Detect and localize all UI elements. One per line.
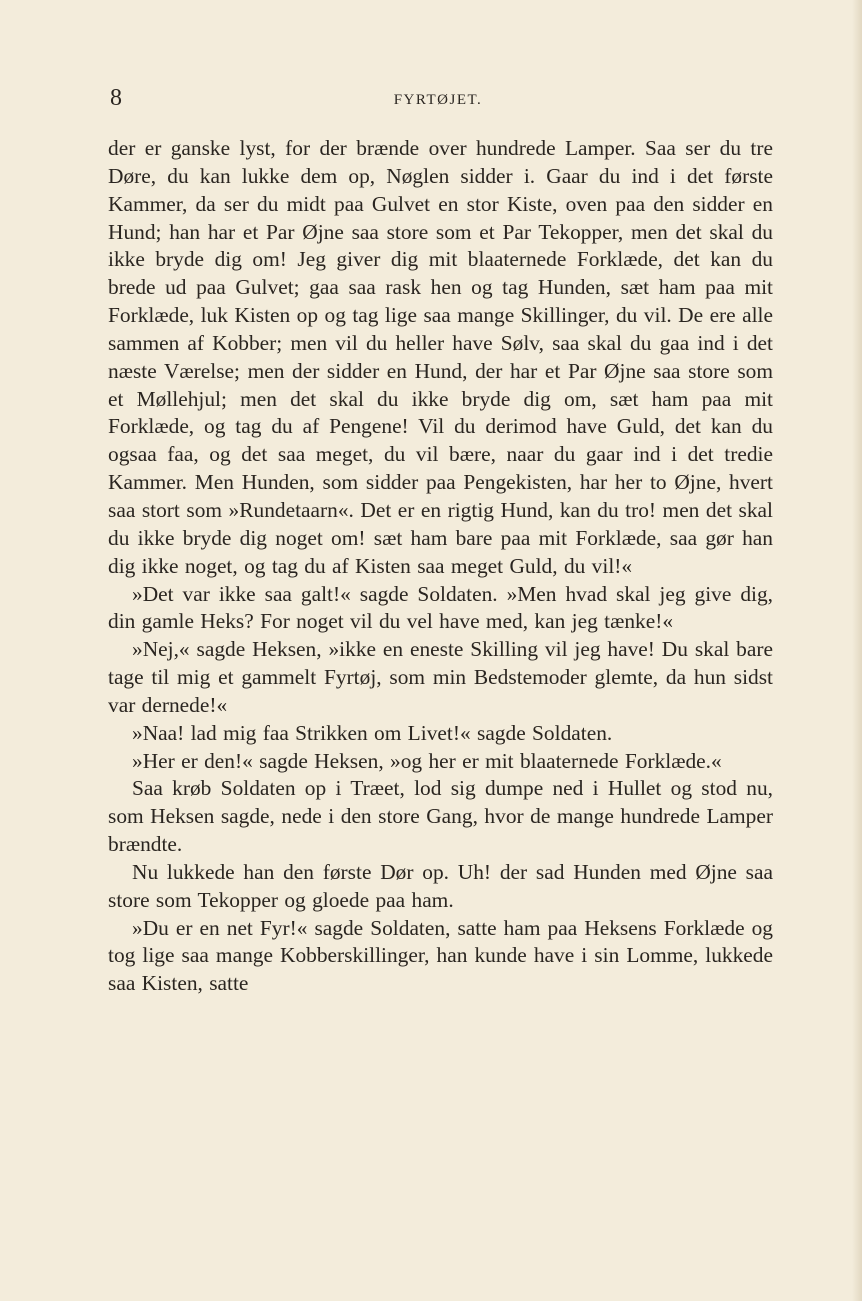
paragraph: Saa krøb Soldaten op i Træet, lod sig dumpe ned i Hullet og stod nu, som Heksen sagde, nede i den store Gang, hvor de mange hundrede Lamper brændte.: [108, 776, 773, 857]
body-text: [108, 135, 773, 998]
paragraph: »Du er en net Fyr!« sagde Soldaten, satte ham paa Heksens Forklæde og tog lige saa mange Kobberskillinger, han kunde have i sin Lomme, lukkede saa Kisten, satte: [108, 915, 773, 996]
paragraph: »Det var ikke saa galt!« sagde Soldaten. »Men hvad skal jeg give dig, din gamle Heks? For noget vil du vel have med, kan jeg tænke!«: [108, 581, 773, 634]
paragraph: der er ganske lyst, for der brænde over hundrede Lamper. Saa ser du tre Døre, du kan lukke dem op, Nøglen sidder i. Gaar du ind i det første Kammer, da ser du midt paa Gulvet en stor Kiste, oven paa den sidder en Hund; han har et Par Øjne saa store som et Par Tekopper, men det skal du ikke bryde dig om! Jeg giver dig mit blaaternede Forklæde, det kan du brede ud paa Gulvet; gaa saa rask hen og tag Hunden, sæt ham paa mit Forklæde, luk Kisten op og tag lige saa mange Skillinger, du vil. De ere alle sammen af Kobber; men vil du heller have Sølv, saa skal du gaa ind i det næste Værelse; men der sidder en Hund, der har et Par Øjne saa store som et Møllehjul; men det skal du ikke bryde dig om, sæt ham paa mit Forklæde, og tag du af Pengene! Vil du derimod have Guld, det kan du ogsaa faa, og det saa meget, du vil bære, naar du gaar ind i det tredie Kammer. Men Hunden, som sidder paa Pengekisten, har her to Øjne, hvert saa stort som »Rundetaarn«. Det er en rigtig Hund, kan du tro! men det skal du ikke bryde dig noget om! sæt ham bare paa mit Forklæde, saa gør han dig ikke noget, og tag du af Kisten saa meget Guld, du vil!«: [108, 136, 773, 578]
page-header: [108, 86, 768, 116]
paragraph: »Her er den!« sagde Heksen, »og her er mit blaaternede Forklæde.«: [132, 748, 722, 773]
paragraph: »Nej,« sagde Heksen, »ikke en eneste Skilling vil jeg have! Du skal bare tage til mig et gammelt Fyrtøj, som min Bedstemoder glemte, da hun sidst var dernede!«: [108, 637, 773, 717]
paragraph: »Naa! lad mig faa Strikken om Livet!« sagde Soldaten.: [132, 720, 613, 745]
page-edge-shadow: [852, 0, 862, 1301]
paragraph: Nu lukkede han den første Dør op. Uh! der sad Hunden med Øjne saa store som Tekopper og gloede paa ham.: [108, 859, 773, 912]
page-number: 8: [110, 85, 122, 111]
running-title: FYRTØJET.: [393, 92, 483, 108]
